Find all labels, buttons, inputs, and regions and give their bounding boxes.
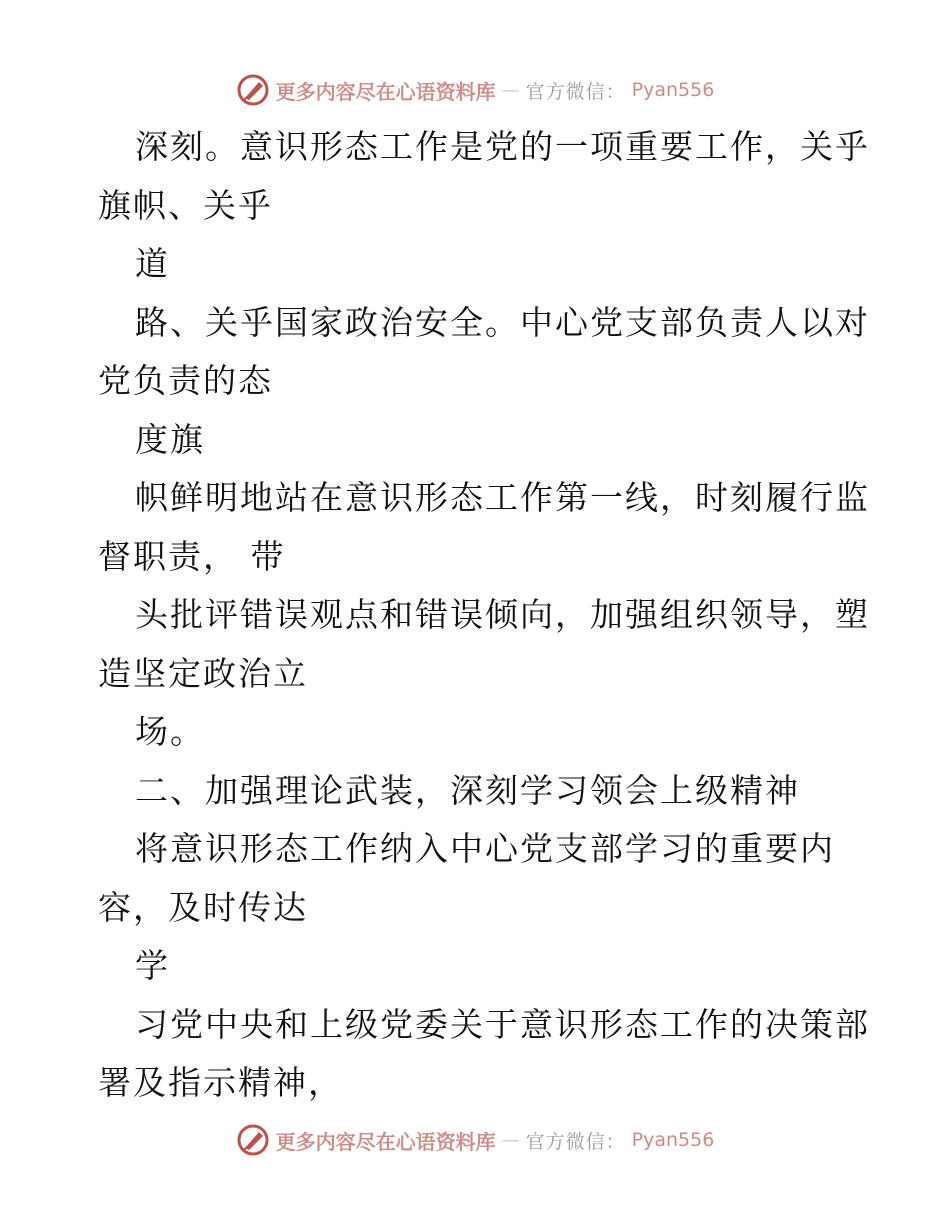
header-wechat-id: Pyan556 <box>631 79 715 101</box>
footer-official-label: 官方微信： <box>525 1130 626 1153</box>
section-heading: 二、加强理论武装，深刻学习领会上级精神 <box>135 770 800 810</box>
body-line: 场。 <box>135 712 205 751</box>
body-line: 容，及时传达 <box>98 887 308 927</box>
body-line: 旗帜、关乎 <box>98 185 273 225</box>
body-line: 学 <box>135 946 170 985</box>
body-line: 署及指示精神， <box>98 1063 343 1102</box>
footer-wechat-id: Pyan556 <box>631 1129 715 1151</box>
footer-dash: — <box>501 1129 520 1151</box>
quill-logo-icon <box>236 73 270 107</box>
document-body <box>98 118 870 1113</box>
body-line: 度旗 <box>135 419 205 459</box>
body-line: 帜鲜明地站在意识形态工作第一线，时刻履行监 <box>135 478 870 517</box>
body-line: 习党中央和上级党委关于意识形态工作的决策部 <box>135 1004 870 1044</box>
footer-brand-text: 更多内容尽在心语资料库 <box>275 1129 496 1154</box>
header-brand-text: 更多内容尽在心语资料库 <box>275 79 496 104</box>
body-line: 路、关乎国家政治安全。中心党支部负责人以对 <box>135 302 870 342</box>
body-line: 道 <box>135 244 170 283</box>
body-line: 头批评错误观点和错误倾向，加强组织领导，塑 <box>135 595 870 634</box>
body-line: 造坚定政治立 <box>98 653 308 693</box>
footer-watermark <box>0 1120 950 1160</box>
header-watermark <box>0 70 950 110</box>
body-line: 党负责的态 <box>98 361 273 400</box>
header-dash: — <box>501 79 520 101</box>
body-line: 督职责， 带 <box>98 536 286 576</box>
header-official-label: 官方微信： <box>525 80 626 103</box>
body-line: 将意识形态工作纳入中心党支部学习的重要内 <box>135 829 835 868</box>
quill-logo-icon <box>236 1123 270 1157</box>
body-line: 深刻。意识形态工作是党的一项重要工作，关乎 <box>135 127 870 166</box>
